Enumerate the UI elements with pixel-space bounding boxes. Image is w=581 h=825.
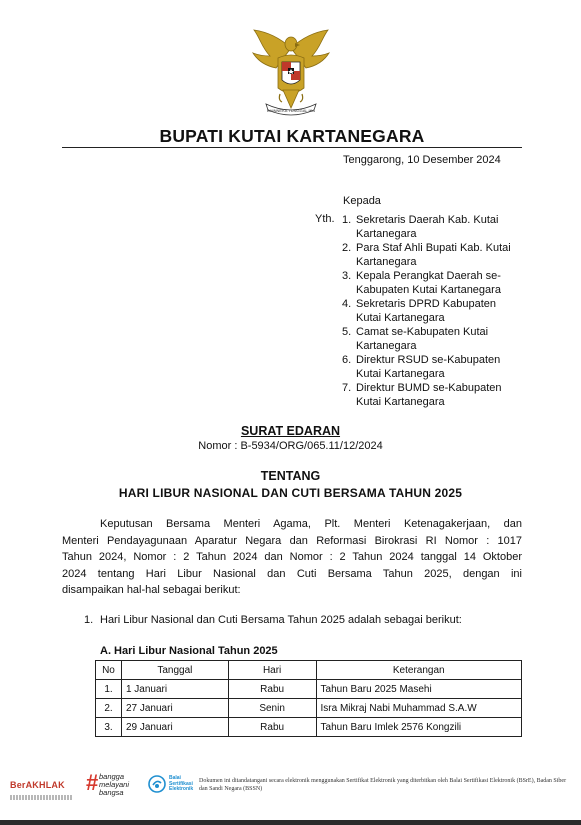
recipient-number: 2. [342, 242, 352, 254]
table-header-row [96, 661, 522, 680]
table-cell: Tahun Baru Imlek 2576 Kongzili [316, 718, 521, 737]
paragraph-line: Menteri Pendayagunaan Aparatur Negara dan Reformasi Birokrasi RI Nomor : 1017 [62, 534, 522, 547]
header-divider [62, 147, 522, 148]
recipient-number: 3. [342, 270, 352, 282]
paragraph-line: Tahun 2024, Nomor : 2 Tahun 2024 dan Nomor : 2 Tahun 2024 tanggal 14 Oktober [62, 551, 522, 563]
recipient-line: Direktur BUMD se-Kabupaten [356, 382, 502, 394]
page-title: BUPATI KUTAI KARTANEGARA [159, 126, 425, 146]
paragraph-line: disampaikan hal-hal sebagai berikut: [62, 584, 241, 596]
document-number: Nomor : B-5934/ORG/065.11/12/2024 [198, 440, 383, 452]
list-item [342, 297, 532, 325]
table-row [96, 699, 522, 718]
hashtag-icon: # [86, 770, 99, 795]
subject-heading: HARI LIBUR NASIONAL DAN CUTI BERSAMA TAHUN 2025 [118, 486, 463, 500]
recipient-line: Kutai Kartanegara [356, 312, 445, 324]
e-signature-disclaimer: Dokumen ini ditandatangani secara elektronik menggunakan Sertifikat Elektronik yang diterbitkan oleh Balai Sertifikasi Elektronik (BSrE), Badan Siber dan Sandi Negara (BSSN) [199, 778, 567, 792]
bottom-bar [0, 820, 581, 825]
recipient-line: Sekretaris Daerah Kab. Kutai [356, 214, 499, 226]
recipient-line: Sekretaris DPRD Kabupaten [356, 298, 497, 310]
tentang-heading: TENTANG [260, 469, 321, 483]
paragraph-line: 2024 tentang Hari Libur Nasional dan Cuti Bersama Tahun 2025, dengan ini [62, 567, 522, 580]
column-header: Hari [228, 661, 316, 680]
document-type [0, 424, 581, 438]
recipient-list [342, 213, 532, 409]
holiday-table [95, 660, 522, 737]
emblem-motto: BHINNEKA TUNGGAL IKA [266, 108, 316, 113]
body-paragraph [62, 516, 522, 599]
bangga-line: bangsa [99, 788, 124, 797]
recipient-line: Kutai Kartanegara [356, 396, 445, 408]
column-header: No [96, 661, 122, 680]
paragraph-line: Keputusan Bersama Menteri Agama, Plt. Menteri Ketenagakerjaan, dan [100, 518, 522, 530]
table-cell: 27 Januari [121, 699, 228, 718]
recipient-number: 5. [342, 326, 352, 338]
recipient-number: 1. [342, 214, 352, 226]
table-cell: Tahun Baru 2025 Masehi [316, 680, 521, 699]
document-type-label: SURAT EDARAN [240, 424, 341, 438]
recipient-line: Kartanegara [356, 340, 417, 352]
table-cell: 1 Januari [121, 680, 228, 699]
table-cell: Rabu [228, 680, 316, 699]
list-item [342, 241, 532, 269]
bangga-line: bangga [99, 772, 125, 781]
list-item [342, 269, 532, 297]
recipient-line: Kartanegara [356, 228, 417, 240]
table-cell: 2. [96, 699, 122, 718]
table-row [96, 680, 522, 699]
recipient-line: Kepala Perangkat Daerah se- [356, 270, 501, 282]
recipient-line: Para Staf Ahli Bupati Kab. Kutai [356, 242, 511, 254]
section-heading: A. Hari Libur Nasional Tahun 2025 [100, 645, 278, 657]
bsre-label: Balai Sertifikasi Elektronik [169, 775, 194, 792]
kepada-label: Kepada [343, 195, 381, 207]
table-cell: 29 Januari [121, 718, 228, 737]
recipient-line: Camat se-Kabupaten Kutai [356, 326, 489, 338]
berakhlak-tagline-icon [10, 795, 72, 800]
recipient-number: 7. [342, 382, 352, 394]
table-cell: Rabu [228, 718, 316, 737]
yth-label: Yth. [315, 213, 335, 225]
column-header: Keterangan [316, 661, 521, 680]
table-cell: 3. [96, 718, 122, 737]
bangga-line: melayani [99, 780, 130, 789]
table-cell: Isra Mikraj Nabi Muhammad S.A.W [316, 699, 521, 718]
recipient-line: Kutai Kartanegara [356, 368, 445, 380]
berakhlak-logo [10, 775, 72, 800]
list-item [342, 325, 532, 353]
table-row [96, 718, 522, 737]
point-number: 1. [84, 614, 94, 626]
column-header: Tanggal [121, 661, 228, 680]
point-text: Hari Libur Nasional dan Cuti Bersama Tahun 2025 adalah sebagai berikut: [100, 614, 462, 626]
list-item [342, 353, 532, 381]
berakhlak-wordmark: BerAKHLAK [10, 780, 65, 790]
bsre-icon [148, 775, 166, 793]
letter-date: Tenggarong, 10 Desember 2024 [343, 154, 501, 166]
list-item [342, 381, 532, 409]
table-cell: 1. [96, 680, 122, 699]
bangga-text [99, 773, 129, 797]
list-item [342, 213, 532, 241]
recipient-line: Direktur RSUD se-Kabupaten [356, 354, 501, 366]
recipient-number: 4. [342, 298, 352, 310]
garuda-emblem-icon [250, 28, 332, 120]
recipient-number: 6. [342, 354, 352, 366]
recipient-line: Kabupaten Kutai Kartanegara [356, 284, 501, 296]
table-cell: Senin [228, 699, 316, 718]
recipient-line: Kartanegara [356, 256, 417, 268]
